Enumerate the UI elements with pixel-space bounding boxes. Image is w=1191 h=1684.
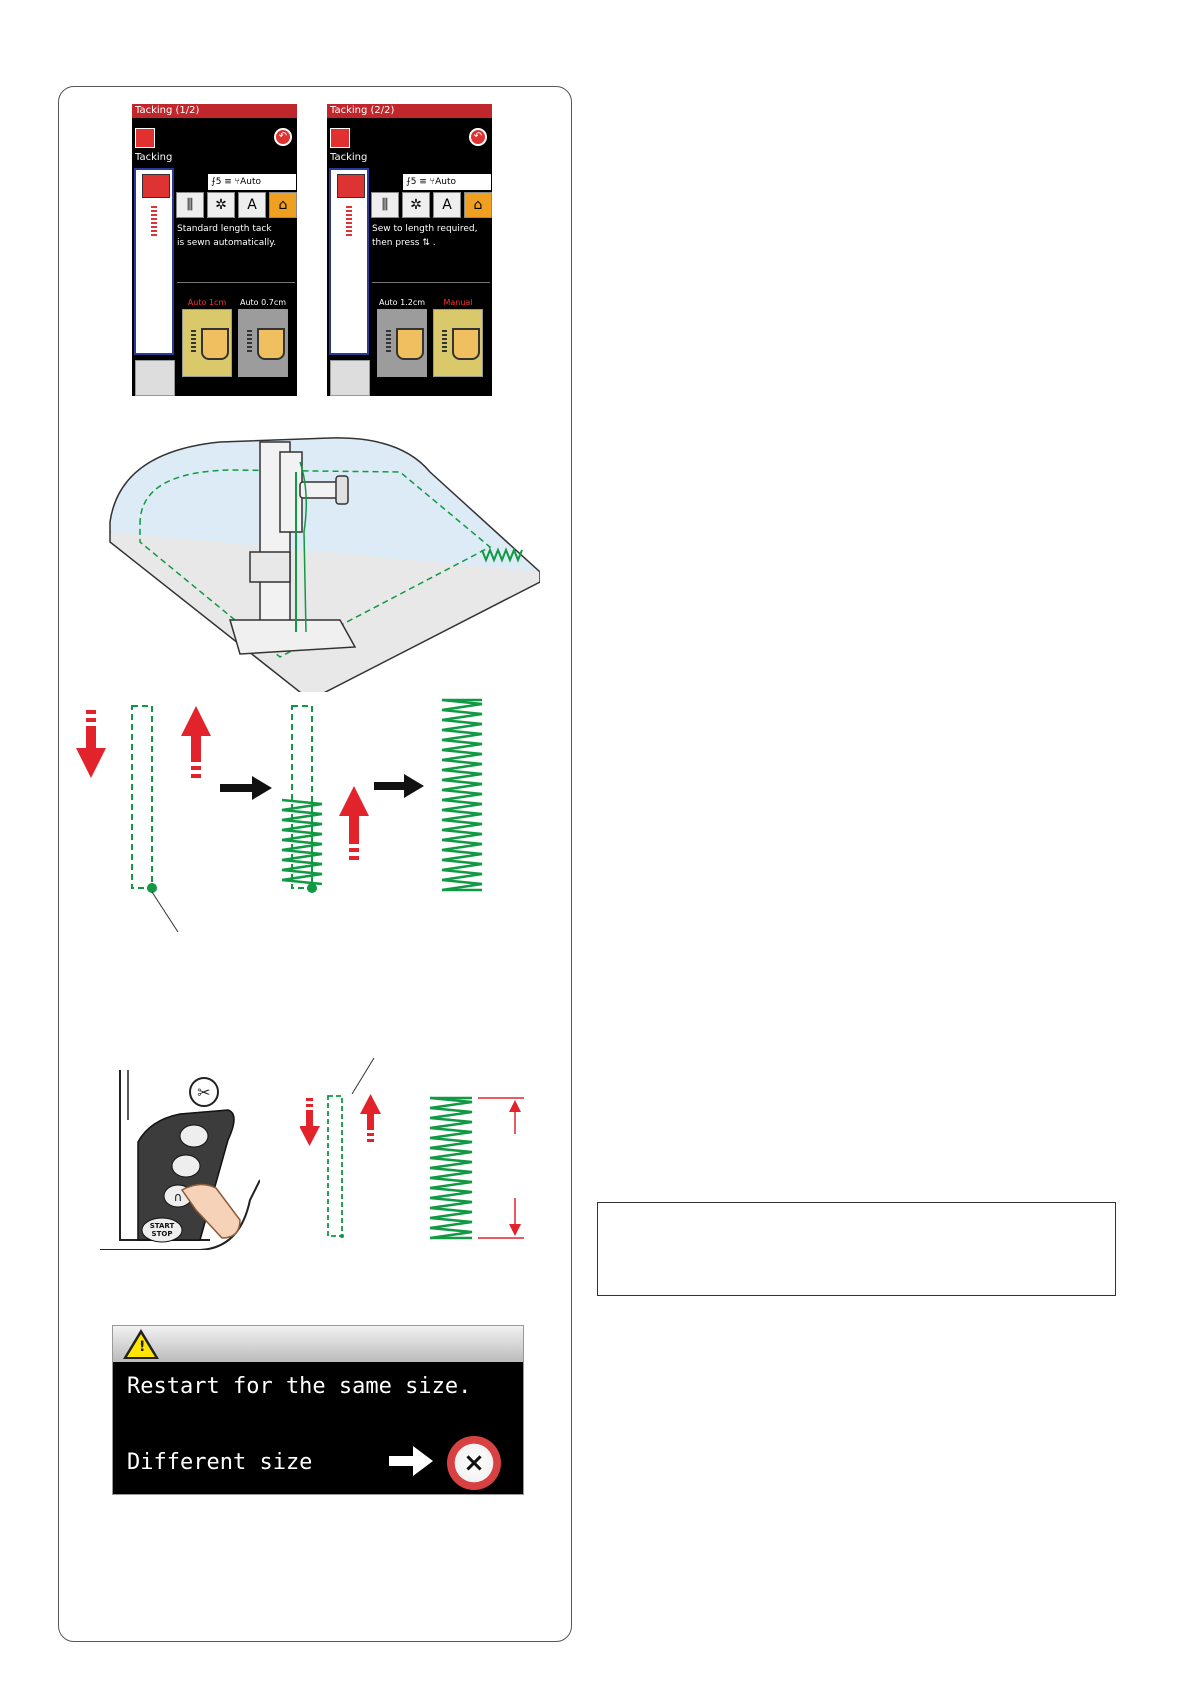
- scissors-icon: ✂: [197, 1083, 211, 1102]
- zigzag-icon: [191, 330, 196, 354]
- back-button[interactable]: ↶: [469, 128, 487, 146]
- warning-titlebar: [113, 1326, 523, 1362]
- foot-setting-icon[interactable]: ⫼: [176, 192, 204, 218]
- right-arrow-icon: [374, 774, 424, 798]
- pocket-icon: [257, 328, 285, 360]
- tacking-sequence-diagram: [70, 692, 510, 932]
- option-auto-0.7cm[interactable]: [238, 298, 288, 377]
- manual-tack-diagram: [300, 1058, 540, 1248]
- warning-dialog: [112, 1325, 524, 1495]
- warning-message: Restart for the same size.: [127, 1374, 472, 1399]
- font-a-icon[interactable]: A: [238, 192, 266, 218]
- close-button[interactable]: ×: [447, 1436, 501, 1490]
- screen-message: [372, 222, 490, 250]
- zigzag-icon: [442, 330, 447, 354]
- foot-setting-icon[interactable]: ⫼: [371, 192, 399, 218]
- zigzag-icon: [247, 330, 252, 354]
- zigzag-preview-icon: [346, 206, 352, 236]
- lcd-screen-tacking-1: [132, 104, 297, 396]
- option-auto-1cm[interactable]: [182, 298, 232, 377]
- sewing-foot-illustration: [100, 432, 540, 692]
- pocket-icon: [201, 328, 229, 360]
- screen-message: [177, 222, 295, 250]
- pocket-icon: [452, 328, 480, 360]
- option-auto-1.2cm[interactable]: [377, 298, 427, 377]
- up-arrow-icon: [360, 1094, 381, 1142]
- thread-icon[interactable]: ✲: [402, 192, 430, 218]
- end-point-dot: [307, 883, 317, 893]
- presser-foot-icon: [135, 360, 175, 396]
- stitch-name: Tacking: [330, 152, 368, 163]
- full-zigzag: [442, 700, 482, 890]
- function-icons: [371, 192, 492, 218]
- stitch-menu-button[interactable]: [330, 128, 350, 148]
- different-size-label: Different size: [127, 1450, 313, 1475]
- lock-stitch-button[interactable]: [172, 1155, 200, 1177]
- stitch-menu-button[interactable]: [135, 128, 155, 148]
- option-label: Manual: [443, 298, 473, 307]
- screen-title: Tacking (2/2): [327, 104, 492, 118]
- pattern-thumb-icon: [142, 174, 170, 198]
- message-line: Standard length tack: [177, 224, 272, 234]
- pattern-thumb-icon: [337, 174, 365, 198]
- lcd-screen-tacking-2: [327, 104, 492, 396]
- zigzag-preview-icon: [151, 206, 157, 236]
- start-point-dot: [147, 883, 157, 893]
- partial-zigzag: [282, 800, 322, 884]
- function-icons: [176, 192, 297, 218]
- note-box: [597, 1202, 1116, 1296]
- message-line: Sew to length required,: [372, 224, 478, 234]
- message-line: is sewn automatically.: [177, 238, 277, 248]
- settings-chips: ⨍5 ≡ ⑂Auto: [208, 174, 296, 190]
- option-manual[interactable]: [433, 298, 483, 377]
- down-arrow-icon: [76, 710, 106, 778]
- leader-line: [152, 892, 178, 932]
- up-arrow-icon: [181, 706, 211, 778]
- pattern-sidebar: [134, 168, 174, 355]
- arrow-right-icon: [389, 1446, 433, 1476]
- stitch-outline: [132, 706, 152, 888]
- shirt-icon[interactable]: ⌂: [464, 192, 492, 218]
- stop-label: STOP: [151, 1230, 173, 1238]
- tack-zigzag: [430, 1098, 472, 1238]
- thread-icon[interactable]: ✲: [207, 192, 235, 218]
- reverse-icon: ∩: [173, 1190, 183, 1204]
- start-label: START: [149, 1222, 175, 1230]
- divider: [177, 282, 295, 283]
- up-arrow-icon: [339, 786, 369, 860]
- option-label: Auto 0.7cm: [239, 298, 287, 307]
- screen-title: Tacking (1/2): [132, 104, 297, 118]
- message-line: then press ⇅ .: [372, 238, 436, 248]
- back-button[interactable]: ↶: [274, 128, 292, 146]
- needle-up-down-button[interactable]: [180, 1125, 208, 1147]
- right-arrow-icon: [220, 776, 272, 800]
- option-label: Auto 1.2cm: [378, 298, 426, 307]
- presser-foot-icon: [330, 360, 370, 396]
- divider: [372, 282, 490, 283]
- settings-chips: ⨍5 ≡ ⑂Auto: [403, 174, 491, 190]
- stitch-name: Tacking: [135, 152, 173, 163]
- button-panel-illustration: [100, 1070, 260, 1250]
- pocket-icon: [396, 328, 424, 360]
- leader-line: [352, 1058, 374, 1094]
- pattern-sidebar: [329, 168, 369, 355]
- font-a-icon[interactable]: A: [433, 192, 461, 218]
- stitch-outline: [328, 1096, 342, 1236]
- warning-mark: !: [139, 1339, 146, 1355]
- down-arrow-icon: [300, 1098, 320, 1146]
- shirt-icon[interactable]: ⌂: [269, 192, 297, 218]
- zigzag-icon: [386, 330, 391, 354]
- option-label: Auto 1cm: [187, 298, 227, 307]
